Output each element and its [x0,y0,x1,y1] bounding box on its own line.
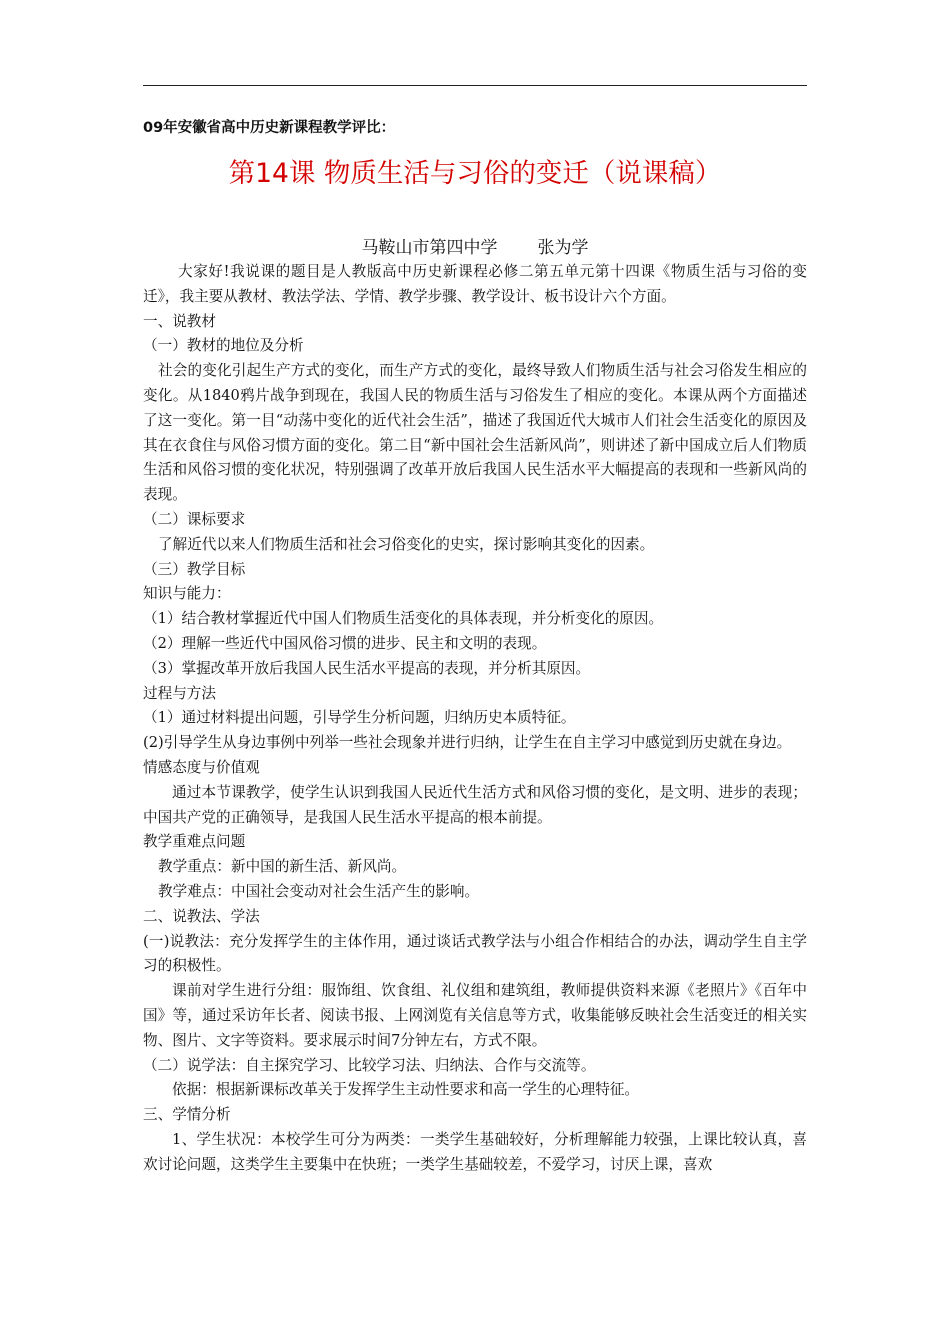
process-heading: 过程与方法 [143,684,216,702]
kicker-heading: 09年安徽省高中历史新课程教学评比： [143,120,396,136]
school-name: 马鞍山市第四中学 [361,238,498,258]
section-1-1-heading: （一）教材的地位及分析 [143,337,304,355]
document-title: 第14课 物质生活与习俗的变迁（说课稿） [228,158,722,189]
knowledge-item-3: （3）掌握改革开放后我国人民生活水平提高的表现，并分析其原因。 [143,659,591,677]
knowledge-item-2: （2）理解一些近代中国风俗习惯的进步、民主和文明的表现。 [143,634,547,652]
section-2-1-text: (一)说教法：充分发挥学生的主体作用，通过谈话式教学法与小组合作相结合的办法，调动学生自主学习的积极性。 [143,932,807,975]
author-name: 张为学 [537,238,589,258]
section-1-1-text: 社会的变化引起生产方式的变化，而生产方式的变化，最终导致人们物质生活与社会习俗发生相应的变化。从1840鸦片战争到现在，我国人民的物质生活与习俗发生了相应的变化。本课从两个方面描述了这一变化。第一目“动荡中变化的近代社会生活”，描述了我国近代大城市人们社会生活变化的原因及其在衣食住与风俗习惯方面的变化。第二目“新中国社会生活新风尚”，则讲述了新中国成立后人们物质生活和风俗习惯的变化状况，特别强调了改革开放后我国人民生活水平大幅提高的表现和一些新风尚的表现。 [143,362,807,504]
key-point: 教学重点：新中国的新生活、新风尚。 [158,858,407,876]
section-1-heading: 一、说教材 [143,312,216,330]
section-2-heading: 二、说教法、学法 [143,907,260,925]
process-item-2: (2)引导学生从身边事例中列举一些社会现象并进行归纳，让学生在自主学习中感觉到历史就在身边。 [143,734,792,752]
document-content [143,118,807,1177]
section-2-2-basis: 依据：根据新课标改革关于发挥学生主动性要求和高一学生的心理特征。 [172,1081,640,1099]
emotion-text: 通过本节课教学，使学生认识到我国人民近代生活方式和风俗习惯的变化，是文明、进步的表现；中国共产党的正确领导，是我国人民生活水平提高的根本前提。 [143,783,807,826]
section-3-heading: 三、学情分析 [143,1106,231,1124]
header-rule [143,85,807,86]
intro-paragraph: 大家好!我说课的题目是人教版高中历史新课程必修二第五单元第十四课《物质生活与习俗的变迁》，我主要从教材、教法学法、学情、教学步骤、教学设计、板书设计六个方面。 [143,263,807,305]
section-2-2-text: （二）说学法：自主探究学习、比较学习法、归纳法、合作与交流等。 [143,1056,596,1074]
knowledge-item-1: （1）结合教材掌握近代中国人们物质生活变化的具体表现，并分析变化的原因。 [143,610,664,628]
section-1-2-text: 了解近代以来人们物质生活和社会习俗变化的史实，探讨影响其变化的因素。 [158,535,655,553]
process-item-1: （1）通过材料提出问题，引导学生分析问题，归纳历史本质特征。 [143,709,576,727]
author-line [143,236,807,260]
section-2-1-grouping: 课前对学生进行分组：服饰组、饮食组、礼仪组和建筑组，教师提供资料来源《老照片》《百年中国》等，通过采访年长者、阅读书报、上网浏览有关信息等方式，收集能够反映社会生活变迁的相关实物、图片、文字等资料。要求展示时间7分钟左右，方式不限。 [143,982,807,1049]
knowledge-heading: 知识与能力： [143,585,231,603]
section-1-2-heading: （二）课标要求 [143,510,246,528]
difficult-point: 教学难点：中国社会变动对社会生活产生的影响。 [158,882,480,900]
section-3-1-text: 1、学生状况：本校学生可分为两类：一类学生基础较好，分析理解能力较强，上课比较认真，喜欢讨论问题，这类学生主要集中在快班；一类学生基础较差，不爱学习，讨厌上课，喜欢 [143,1130,807,1173]
difficulty-heading: 教学重难点问题 [143,833,246,851]
section-1-3-heading: （三）教学目标 [143,560,246,578]
emotion-heading: 情感态度与价值观 [143,758,260,776]
